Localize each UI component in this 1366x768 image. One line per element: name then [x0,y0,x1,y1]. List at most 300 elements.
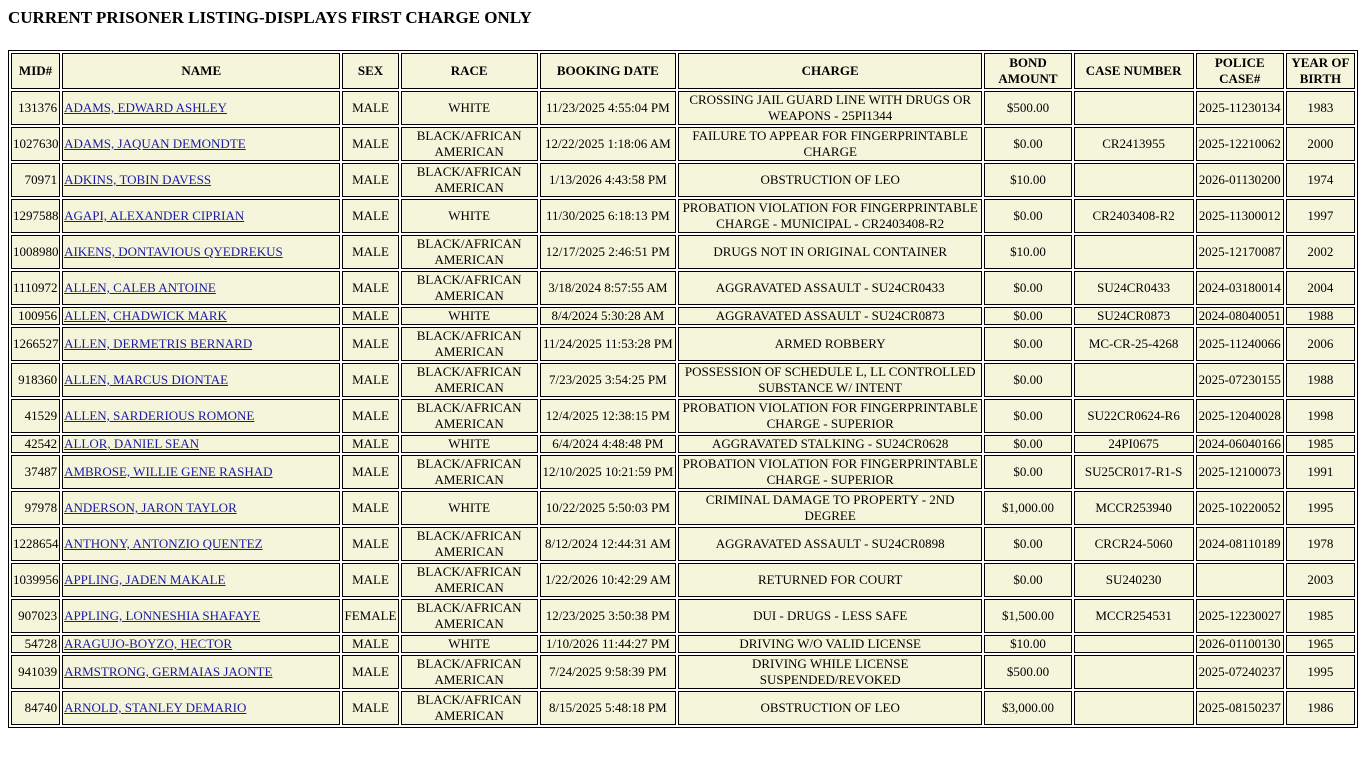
charge-cell [678,527,982,561]
police-case-text: 2025-10220052 [1198,500,1281,515]
year-of-birth-cell [1286,199,1355,233]
police-case-cell [1196,435,1284,453]
sex-text: FEMALE [344,608,397,623]
name-cell [62,127,340,161]
charge-cell [678,127,982,161]
race-text: BLACK/AFRICAN AMERICAN [416,164,522,195]
police-case-cell [1196,163,1284,197]
race-text: WHITE [448,208,491,223]
case-number-cell [1074,599,1194,633]
booking-date-text: 12/23/2025 3:50:38 PM [545,608,670,623]
charge-cell [678,163,982,197]
prisoner-name-link[interactable]: ARMSTRONG, GERMAIAS JAONTE [64,664,273,679]
charge-text: DRIVING W/O VALID LICENSE [739,636,921,651]
name-cell [62,235,340,269]
table-row [11,455,1355,489]
bond-amount-cell [984,127,1071,161]
case-number-cell [1074,91,1194,125]
table-row [11,527,1355,561]
year-of-birth-text: 1991 [1307,464,1334,479]
bond-amount-cell [984,563,1071,597]
mid-text: 1228654 [13,536,59,551]
sex-cell [342,399,398,433]
charge-cell [678,199,982,233]
case-number-text: MC-CR-25-4268 [1088,336,1179,351]
name-cell [62,455,340,489]
charge-text: ARMED ROBBERY [774,336,886,351]
year-of-birth-cell [1286,163,1355,197]
sex-text: MALE [352,100,389,115]
race-text: BLACK/AFRICAN AMERICAN [416,656,522,687]
col-header-bond-amount: BOND AMOUNT [984,53,1071,89]
bond-amount-text: $0.00 [1013,372,1043,387]
booking-date-cell [540,271,676,305]
booking-date-text: 8/12/2024 12:44:31 AM [545,536,671,551]
police-case-cell [1196,655,1284,689]
table-row [11,327,1355,361]
race-text: BLACK/AFRICAN AMERICAN [416,400,522,431]
mid-cell [11,527,60,561]
case-number-cell [1074,635,1194,653]
prisoner-name-link[interactable]: ALLEN, DERMETRIS BERNARD [64,336,253,351]
year-of-birth-cell [1286,527,1355,561]
year-of-birth-text: 1978 [1307,536,1334,551]
sex-cell [342,635,398,653]
booking-date-text: 12/22/2025 1:18:06 AM [545,136,671,151]
sex-cell [342,599,398,633]
charge-text: DRUGS NOT IN ORIGINAL CONTAINER [713,244,948,259]
bond-amount-cell [984,91,1071,125]
booking-date-cell [540,91,676,125]
charge-text: AGGRAVATED ASSAULT - SU24CR0873 [715,308,945,323]
prisoner-name-link[interactable]: ANTHONY, ANTONZIO QUENTEZ [64,536,263,551]
race-cell [401,327,538,361]
booking-date-text: 11/24/2025 11:53:28 PM [542,336,673,351]
year-of-birth-cell [1286,435,1355,453]
case-number-text: CR2403408-R2 [1092,208,1175,223]
booking-date-text: 12/17/2025 2:46:51 PM [545,244,670,259]
race-cell [401,307,538,325]
race-cell [401,635,538,653]
bond-amount-cell [984,363,1071,397]
booking-date-text: 8/15/2025 5:48:18 PM [548,700,667,715]
year-of-birth-text: 2006 [1307,336,1334,351]
prisoner-table [8,50,1358,728]
table-row [11,435,1355,453]
bond-amount-text: $1,000.00 [1001,500,1054,515]
prisoner-name-link[interactable]: ALLEN, CHADWICK MARK [64,308,227,323]
charge-cell [678,327,982,361]
case-number-cell [1074,563,1194,597]
charge-cell [678,363,982,397]
bond-amount-cell [984,599,1071,633]
race-cell [401,199,538,233]
charge-text: PROBATION VIOLATION FOR FINGERPRINTABLE CHARGE - SUPERIOR [682,400,978,431]
charge-cell [678,563,982,597]
booking-date-cell [540,163,676,197]
name-cell [62,635,340,653]
booking-date-text: 6/4/2024 4:48:48 PM [552,436,664,451]
year-of-birth-cell [1286,691,1355,725]
table-row [11,691,1355,725]
race-cell [401,563,538,597]
prisoner-name-link[interactable]: ADKINS, TOBIN DAVESS [64,172,212,187]
mid-cell [11,327,60,361]
case-number-cell [1074,127,1194,161]
sex-cell [342,691,398,725]
prisoner-name-link[interactable]: ARAGUJO-BOYZO, HECTOR [64,636,233,651]
table-row [11,363,1355,397]
sex-cell [342,563,398,597]
charge-text: PROBATION VIOLATION FOR FINGERPRINTABLE CHARGE - SUPERIOR [682,456,978,487]
police-case-cell [1196,491,1284,525]
bond-amount-text: $0.00 [1013,308,1043,323]
police-case-text: 2025-11230134 [1198,100,1281,115]
booking-date-text: 12/10/2025 10:21:59 PM [542,464,674,479]
header-row [11,53,1355,89]
prisoner-name-link[interactable]: AGAPI, ALEXANDER CIPRIAN [64,208,245,223]
booking-date-cell [540,655,676,689]
sex-text: MALE [352,244,389,259]
booking-date-text: 7/23/2025 3:54:25 PM [548,372,667,387]
case-number-cell [1074,307,1194,325]
mid-text: 54728 [24,636,58,651]
mid-cell [11,455,60,489]
prisoner-name-link[interactable]: AIKENS, DONTAVIOUS QYEDREKUS [64,244,283,259]
year-of-birth-text: 2003 [1307,572,1334,587]
prisoner-name-link[interactable]: ALLOR, DANIEL SEAN [64,436,199,451]
bond-amount-text: $10.00 [1010,636,1046,651]
race-cell [401,399,538,433]
bond-amount-text: $0.00 [1013,536,1043,551]
mid-text: 907023 [18,608,58,623]
booking-date-cell [540,235,676,269]
booking-date-cell [540,363,676,397]
sex-text: MALE [352,464,389,479]
race-cell [401,235,538,269]
year-of-birth-text: 1983 [1307,100,1334,115]
case-number-cell [1074,691,1194,725]
prisoner-name-link[interactable]: ADAMS, JAQUAN DEMONDTE [64,136,246,151]
year-of-birth-cell [1286,235,1355,269]
year-of-birth-cell [1286,635,1355,653]
year-of-birth-text: 1985 [1307,608,1334,623]
mid-cell [11,127,60,161]
police-case-cell [1196,455,1284,489]
mid-text: 100956 [18,308,58,323]
booking-date-cell [540,491,676,525]
mid-cell [11,399,60,433]
case-number-cell [1074,455,1194,489]
race-text: BLACK/AFRICAN AMERICAN [416,456,522,487]
charge-text: FAILURE TO APPEAR FOR FINGERPRINTABLE CHARGE [692,128,968,159]
bond-amount-cell [984,491,1071,525]
police-case-text: 2026-01130200 [1198,172,1281,187]
col-header-charge: CHARGE [678,53,982,89]
police-case-cell [1196,91,1284,125]
prisoner-name-link[interactable]: ALLEN, MARCUS DIONTAE [64,372,229,387]
name-cell [62,563,340,597]
charge-text: RETURNED FOR COURT [757,572,903,587]
mid-cell [11,271,60,305]
bond-amount-cell [984,327,1071,361]
charge-text: OBSTRUCTION OF LEO [760,172,900,187]
sex-cell [342,655,398,689]
police-case-cell [1196,235,1284,269]
col-header-booking-date: BOOKING DATE [540,53,676,89]
race-cell [401,691,538,725]
bond-amount-text: $3,000.00 [1001,700,1054,715]
booking-date-cell [540,399,676,433]
case-number-cell [1074,235,1194,269]
mid-text: 42542 [24,436,58,451]
booking-date-text: 1/10/2026 11:44:27 PM [545,636,670,651]
mid-text: 84740 [24,700,58,715]
prisoner-name-link[interactable]: APPLING, JADEN MAKALE [64,572,226,587]
race-cell [401,655,538,689]
police-case-text: 2025-12230027 [1198,608,1281,623]
charge-text: OBSTRUCTION OF LEO [760,700,900,715]
bond-amount-text: $0.00 [1013,336,1043,351]
bond-amount-text: $0.00 [1013,464,1043,479]
bond-amount-text: $0.00 [1013,436,1043,451]
table-row [11,271,1355,305]
police-case-cell [1196,527,1284,561]
police-case-cell [1196,599,1284,633]
booking-date-cell [540,327,676,361]
bond-amount-text: $0.00 [1013,572,1043,587]
sex-text: MALE [352,636,389,651]
race-text: BLACK/AFRICAN AMERICAN [416,528,522,559]
mid-text: 1110972 [13,280,58,295]
race-text: BLACK/AFRICAN AMERICAN [416,564,522,595]
year-of-birth-cell [1286,655,1355,689]
mid-text: 41529 [24,408,58,423]
sex-text: MALE [352,500,389,515]
sex-cell [342,271,398,305]
prisoner-name-link[interactable]: ALLEN, CALEB ANTOINE [64,280,216,295]
police-case-text: 2024-03180014 [1198,280,1281,295]
race-cell [401,599,538,633]
case-number-cell [1074,327,1194,361]
sex-cell [342,307,398,325]
race-cell [401,91,538,125]
prisoner-name-link[interactable]: AMBROSE, WILLIE GENE RASHAD [64,464,273,479]
bond-amount-text: $0.00 [1013,280,1043,295]
race-cell [401,271,538,305]
race-cell [401,491,538,525]
case-number-cell [1074,163,1194,197]
bond-amount-cell [984,455,1071,489]
year-of-birth-cell [1286,563,1355,597]
mid-text: 1297588 [13,208,59,223]
case-number-cell [1074,199,1194,233]
name-cell [62,491,340,525]
col-header-year-of-birth: YEAR OF BIRTH [1286,53,1355,89]
name-cell [62,599,340,633]
col-header-mid: MID# [11,53,60,89]
year-of-birth-cell [1286,399,1355,433]
sex-text: MALE [352,372,389,387]
charge-cell [678,491,982,525]
charge-text: DRIVING WHILE LICENSE SUSPENDED/REVOKED [751,656,909,687]
col-header-case-number: CASE NUMBER [1074,53,1194,89]
police-case-text: 2025-11300012 [1198,208,1281,223]
race-text: WHITE [448,436,491,451]
table-row [11,491,1355,525]
mid-text: 941039 [18,664,58,679]
table-row [11,235,1355,269]
bond-amount-cell [984,635,1071,653]
table-row [11,599,1355,633]
case-number-cell [1074,527,1194,561]
booking-date-text: 11/30/2025 6:18:13 PM [545,208,670,223]
year-of-birth-text: 1965 [1307,636,1334,651]
sex-text: MALE [352,536,389,551]
police-case-cell [1196,635,1284,653]
case-number-text: MCCR253940 [1095,500,1172,515]
table-row [11,563,1355,597]
mid-cell [11,655,60,689]
race-cell [401,127,538,161]
race-text: WHITE [448,308,491,323]
race-text: WHITE [448,100,491,115]
police-case-text: 2025-07240237 [1198,664,1281,679]
police-case-cell [1196,327,1284,361]
sex-cell [342,235,398,269]
mid-cell [11,91,60,125]
booking-date-cell [540,599,676,633]
race-cell [401,455,538,489]
case-number-text: SU22CR0624-R6 [1087,408,1180,423]
bond-amount-cell [984,271,1071,305]
booking-date-cell [540,527,676,561]
booking-date-cell [540,635,676,653]
year-of-birth-cell [1286,491,1355,525]
booking-date-cell [540,563,676,597]
table-row [11,199,1355,233]
table-row [11,307,1355,325]
name-cell [62,363,340,397]
police-case-cell [1196,691,1284,725]
sex-text: MALE [352,436,389,451]
mid-cell [11,199,60,233]
year-of-birth-text: 1997 [1307,208,1334,223]
col-header-police-case: POLICE CASE# [1196,53,1284,89]
bond-amount-text: $0.00 [1013,136,1043,151]
sex-text: MALE [352,408,389,423]
race-cell [401,363,538,397]
charge-cell [678,235,982,269]
race-text: BLACK/AFRICAN AMERICAN [416,328,522,359]
booking-date-text: 8/4/2024 5:30:28 AM [551,308,665,323]
name-cell [62,91,340,125]
booking-date-text: 1/22/2026 10:42:29 AM [545,572,671,587]
race-text: BLACK/AFRICAN AMERICAN [416,364,522,395]
charge-text: PROBATION VIOLATION FOR FINGERPRINTABLE CHARGE - MUNICIPAL - CR2403408-R2 [682,200,978,231]
charge-text: AGGRAVATED ASSAULT - SU24CR0433 [715,280,945,295]
col-header-race: RACE [401,53,538,89]
table-row [11,635,1355,653]
name-cell [62,163,340,197]
case-number-text: SU25CR017-R1-S [1084,464,1183,479]
prisoner-name-link[interactable]: ALLEN, SARDERIOUS ROMONE [64,408,255,423]
case-number-text: SU24CR0873 [1097,308,1171,323]
bond-amount-cell [984,199,1071,233]
mid-text: 1039956 [13,572,59,587]
name-cell [62,527,340,561]
year-of-birth-text: 2002 [1307,244,1334,259]
police-case-text: 2024-06040166 [1198,436,1281,451]
booking-date-text: 12/4/2025 12:38:15 PM [545,408,670,423]
police-case-cell [1196,199,1284,233]
prisoner-name-link[interactable]: ANDERSON, JARON TAYLOR [64,500,237,515]
prisoner-name-link[interactable]: ADAMS, EDWARD ASHLEY [64,100,227,115]
year-of-birth-text: 1986 [1307,700,1334,715]
sex-text: MALE [352,308,389,323]
booking-date-cell [540,691,676,725]
case-number-text: CR2413955 [1102,136,1166,151]
year-of-birth-text: 1988 [1307,308,1334,323]
police-case-cell [1196,127,1284,161]
bond-amount-text: $0.00 [1013,408,1043,423]
prisoner-name-link[interactable]: APPLING, LONNESHIA SHAFAYE [64,608,261,623]
bond-amount-text: $0.00 [1013,208,1043,223]
police-case-text: 2025-11240066 [1198,336,1281,351]
sex-cell [342,435,398,453]
mid-cell [11,599,60,633]
police-case-text: 2025-07230155 [1198,372,1281,387]
sex-text: MALE [352,208,389,223]
mid-text: 1027630 [13,136,59,151]
table-body [11,91,1355,725]
charge-text: CROSSING JAIL GUARD LINE WITH DRUGS OR WEAPONS - 25PI1344 [689,92,972,123]
name-cell [62,435,340,453]
mid-cell [11,363,60,397]
name-cell [62,271,340,305]
booking-date-cell [540,455,676,489]
col-header-name: NAME [62,53,340,89]
case-number-cell [1074,271,1194,305]
col-header-sex: SEX [342,53,398,89]
page-title: CURRENT PRISONER LISTING-DISPLAYS FIRST CHARGE ONLY [8,8,532,27]
mid-cell [11,307,60,325]
bond-amount-cell [984,235,1071,269]
booking-date-text: 1/13/2026 4:43:58 PM [548,172,667,187]
race-cell [401,527,538,561]
mid-cell [11,563,60,597]
name-cell [62,655,340,689]
sex-cell [342,455,398,489]
bond-amount-text: $500.00 [1006,664,1050,679]
table-row [11,91,1355,125]
year-of-birth-cell [1286,455,1355,489]
sex-text: MALE [352,336,389,351]
bond-amount-text: $1,500.00 [1001,608,1054,623]
charge-cell [678,399,982,433]
year-of-birth-cell [1286,271,1355,305]
police-case-text: 2024-08110189 [1198,536,1281,551]
name-cell [62,199,340,233]
year-of-birth-cell [1286,327,1355,361]
mid-text: 97978 [24,500,58,515]
mid-text: 1266527 [13,336,59,351]
prisoner-name-link[interactable]: ARNOLD, STANLEY DEMARIO [64,700,247,715]
sex-text: MALE [352,572,389,587]
race-text: BLACK/AFRICAN AMERICAN [416,272,522,303]
charge-text: AGGRAVATED STALKING - SU24CR0628 [711,436,949,451]
booking-date-cell [540,127,676,161]
